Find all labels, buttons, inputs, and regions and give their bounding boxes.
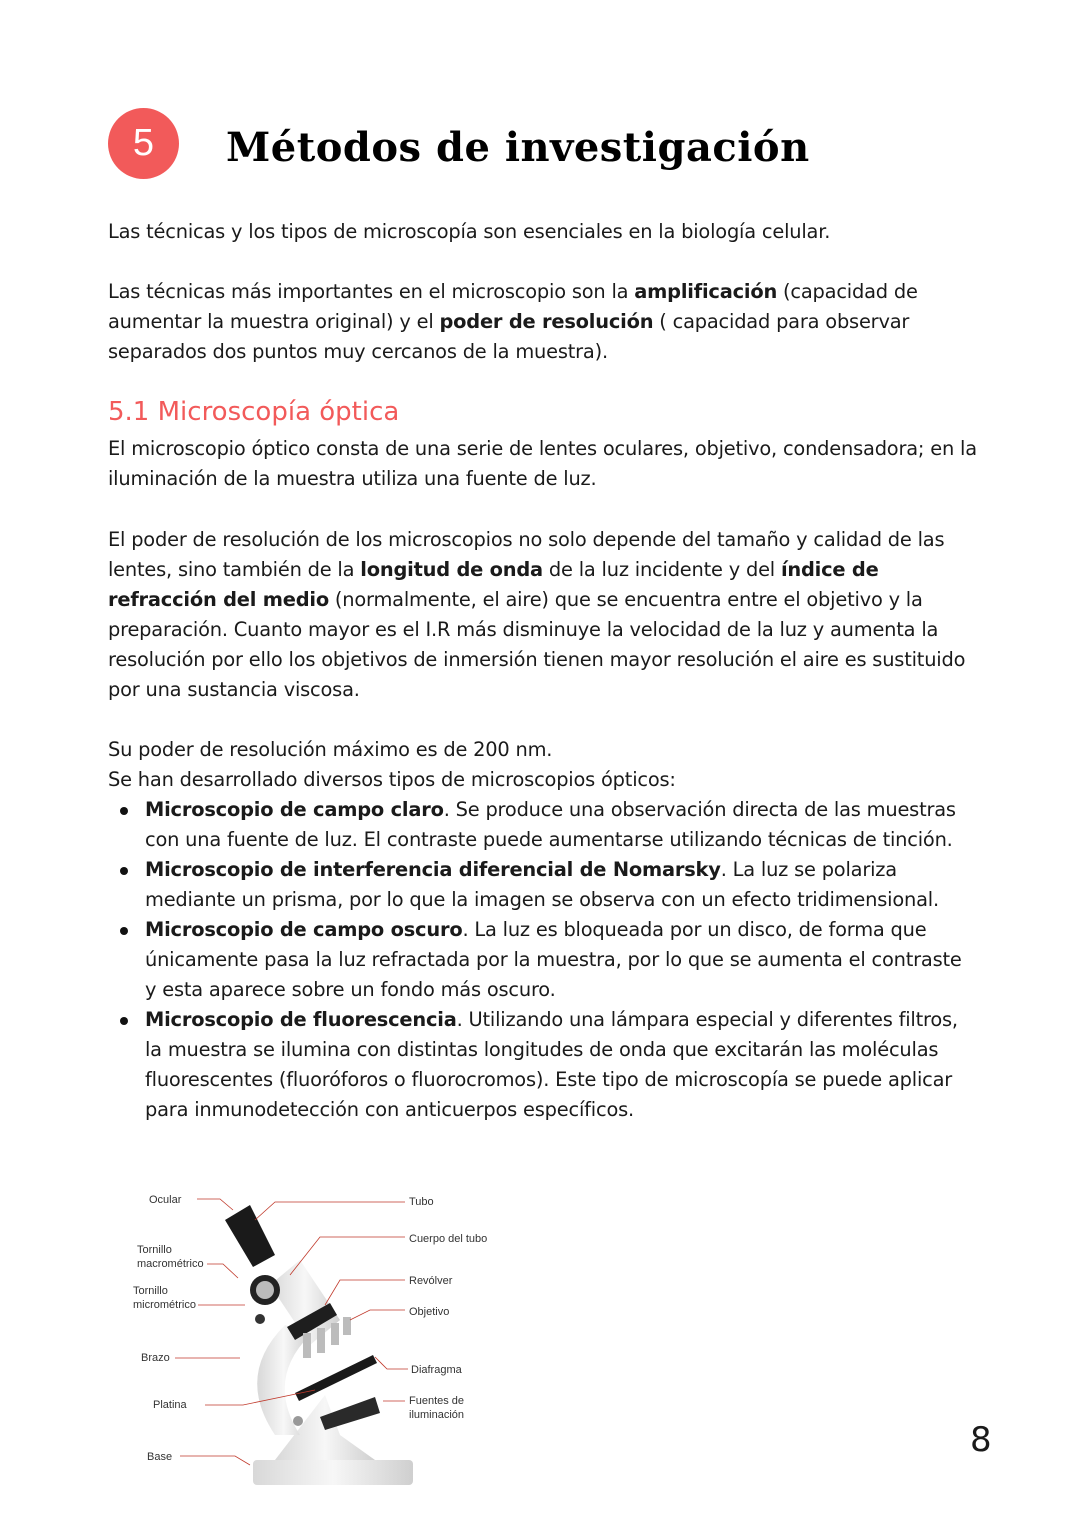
label-tornillo-macrometrico: Tornillo macrométrico (137, 1244, 204, 1270)
list-item (145, 1005, 978, 1125)
label-tornillo-micrometrico: Tornillo micrométrico (133, 1285, 196, 1311)
bold-term: amplificación (634, 280, 778, 303)
text-run: (capacidad de aumentar la muestra original) y el (108, 280, 918, 333)
bullet-icon (120, 1017, 128, 1025)
list-item (145, 795, 978, 855)
intro-paragraph: Las técnicas y los tipos de microscopía son esenciales en la biología celular. (108, 220, 831, 243)
label-platina: Platina (153, 1399, 187, 1411)
bold-term: índice de refracción del medio (108, 558, 879, 611)
label-tubo: Tubo (409, 1196, 434, 1208)
text-run: ( capacidad para observar separados dos puntos muy cercanos de la muestra). (108, 310, 910, 363)
text-run: (normalmente, el aire) que se encuentra entre el objetivo y la preparación. Cuanto mayor es el I.R más disminuye la velocidad de la luz y aumenta la resolución por ello los objetivos de inmersión tienen mayor resolución el aire es sustituido por una sustancia viscosa. (108, 588, 966, 701)
label-diafragma: Diafragma (411, 1364, 462, 1376)
label-revolver: Revólver (409, 1275, 453, 1287)
label-objetivo: Objetivo (409, 1306, 450, 1318)
label-brazo: Brazo (141, 1352, 170, 1364)
page-title: Métodos de investigación (226, 124, 810, 171)
bullet-icon (120, 927, 128, 935)
page-number: 8 (970, 1420, 992, 1460)
optical-microscope-paragraph: El microscopio óptico consta de una serie de lentes oculares, objetivo, condensadora; en la iluminación de la muestra utiliza una fuente de luz. (108, 437, 977, 490)
list-item (145, 915, 978, 1005)
microscope-type-description: . Utilizando una lámpara especial y diferentes filtros, la muestra se ilumina con distintas longitudes de onda que excitarán las moléculas fluorescentes (fluoróforos o fluorocromos). Este tipo de microscopía se puede aplicar para inmunodetección con anticuerpos específicos. (145, 1008, 958, 1121)
types-intro-text: Se han desarrollado diversos tipos de microscopios ópticos: (108, 768, 676, 791)
text-run: de la luz incidente y del (542, 558, 781, 581)
bullet-icon (120, 807, 128, 815)
microscope-type-description: . La luz se polariza mediante un prisma, por lo que la imagen se observa con un efecto tridimensional. (145, 858, 939, 911)
bullet-icon (120, 867, 128, 875)
list-item (145, 855, 978, 915)
max-resolution-text: Su poder de resolución máximo es de 200 nm. (108, 738, 553, 761)
microscope-types-list (108, 795, 978, 1125)
microscope-type-name: Microscopio de campo claro (145, 798, 444, 821)
label-base: Base (147, 1451, 173, 1463)
types-section (108, 735, 978, 1125)
resolution-paragraph (108, 525, 978, 705)
label-fuentes-de-iluminacion: Fuentes de iluminación (409, 1395, 465, 1421)
bold-term: poder de resolución (439, 310, 654, 333)
subsection-heading: 5.1 Microscopía óptica (108, 397, 400, 427)
text-run: Las técnicas más importantes en el microscopio son la (108, 280, 635, 303)
microscope-type-description: . La luz es bloqueada por un disco, de forma que únicamente pasa la luz refractada por la muestra, por lo que se aumenta el contraste y esta aparece sobre un fondo más oscuro. (145, 918, 962, 1001)
label-cuerpo-del-tubo: Cuerpo del tubo (409, 1233, 488, 1245)
bold-term: longitud de onda (360, 558, 543, 581)
microscope-type-name: Microscopio de fluorescencia (145, 1008, 457, 1031)
microscope-type-description: . Se produce una observación directa de las muestras con una fuente de luz. El contraste puede aumentarse utilizando técnicas de tinción. (145, 798, 956, 851)
techniques-paragraph (108, 277, 978, 367)
label-ocular: Ocular (149, 1194, 182, 1206)
microscope-diagram (125, 1185, 505, 1505)
microscope-type-name: Microscopio de campo oscuro (145, 918, 463, 941)
text-run: El poder de resolución de los microscopios no solo depende del tamaño y calidad de las lentes, sino también de la (108, 528, 945, 581)
section-number-badge: 5 (108, 108, 179, 179)
microscope-type-name: Microscopio de interferencia diferencial de Nomarsky (145, 858, 721, 881)
